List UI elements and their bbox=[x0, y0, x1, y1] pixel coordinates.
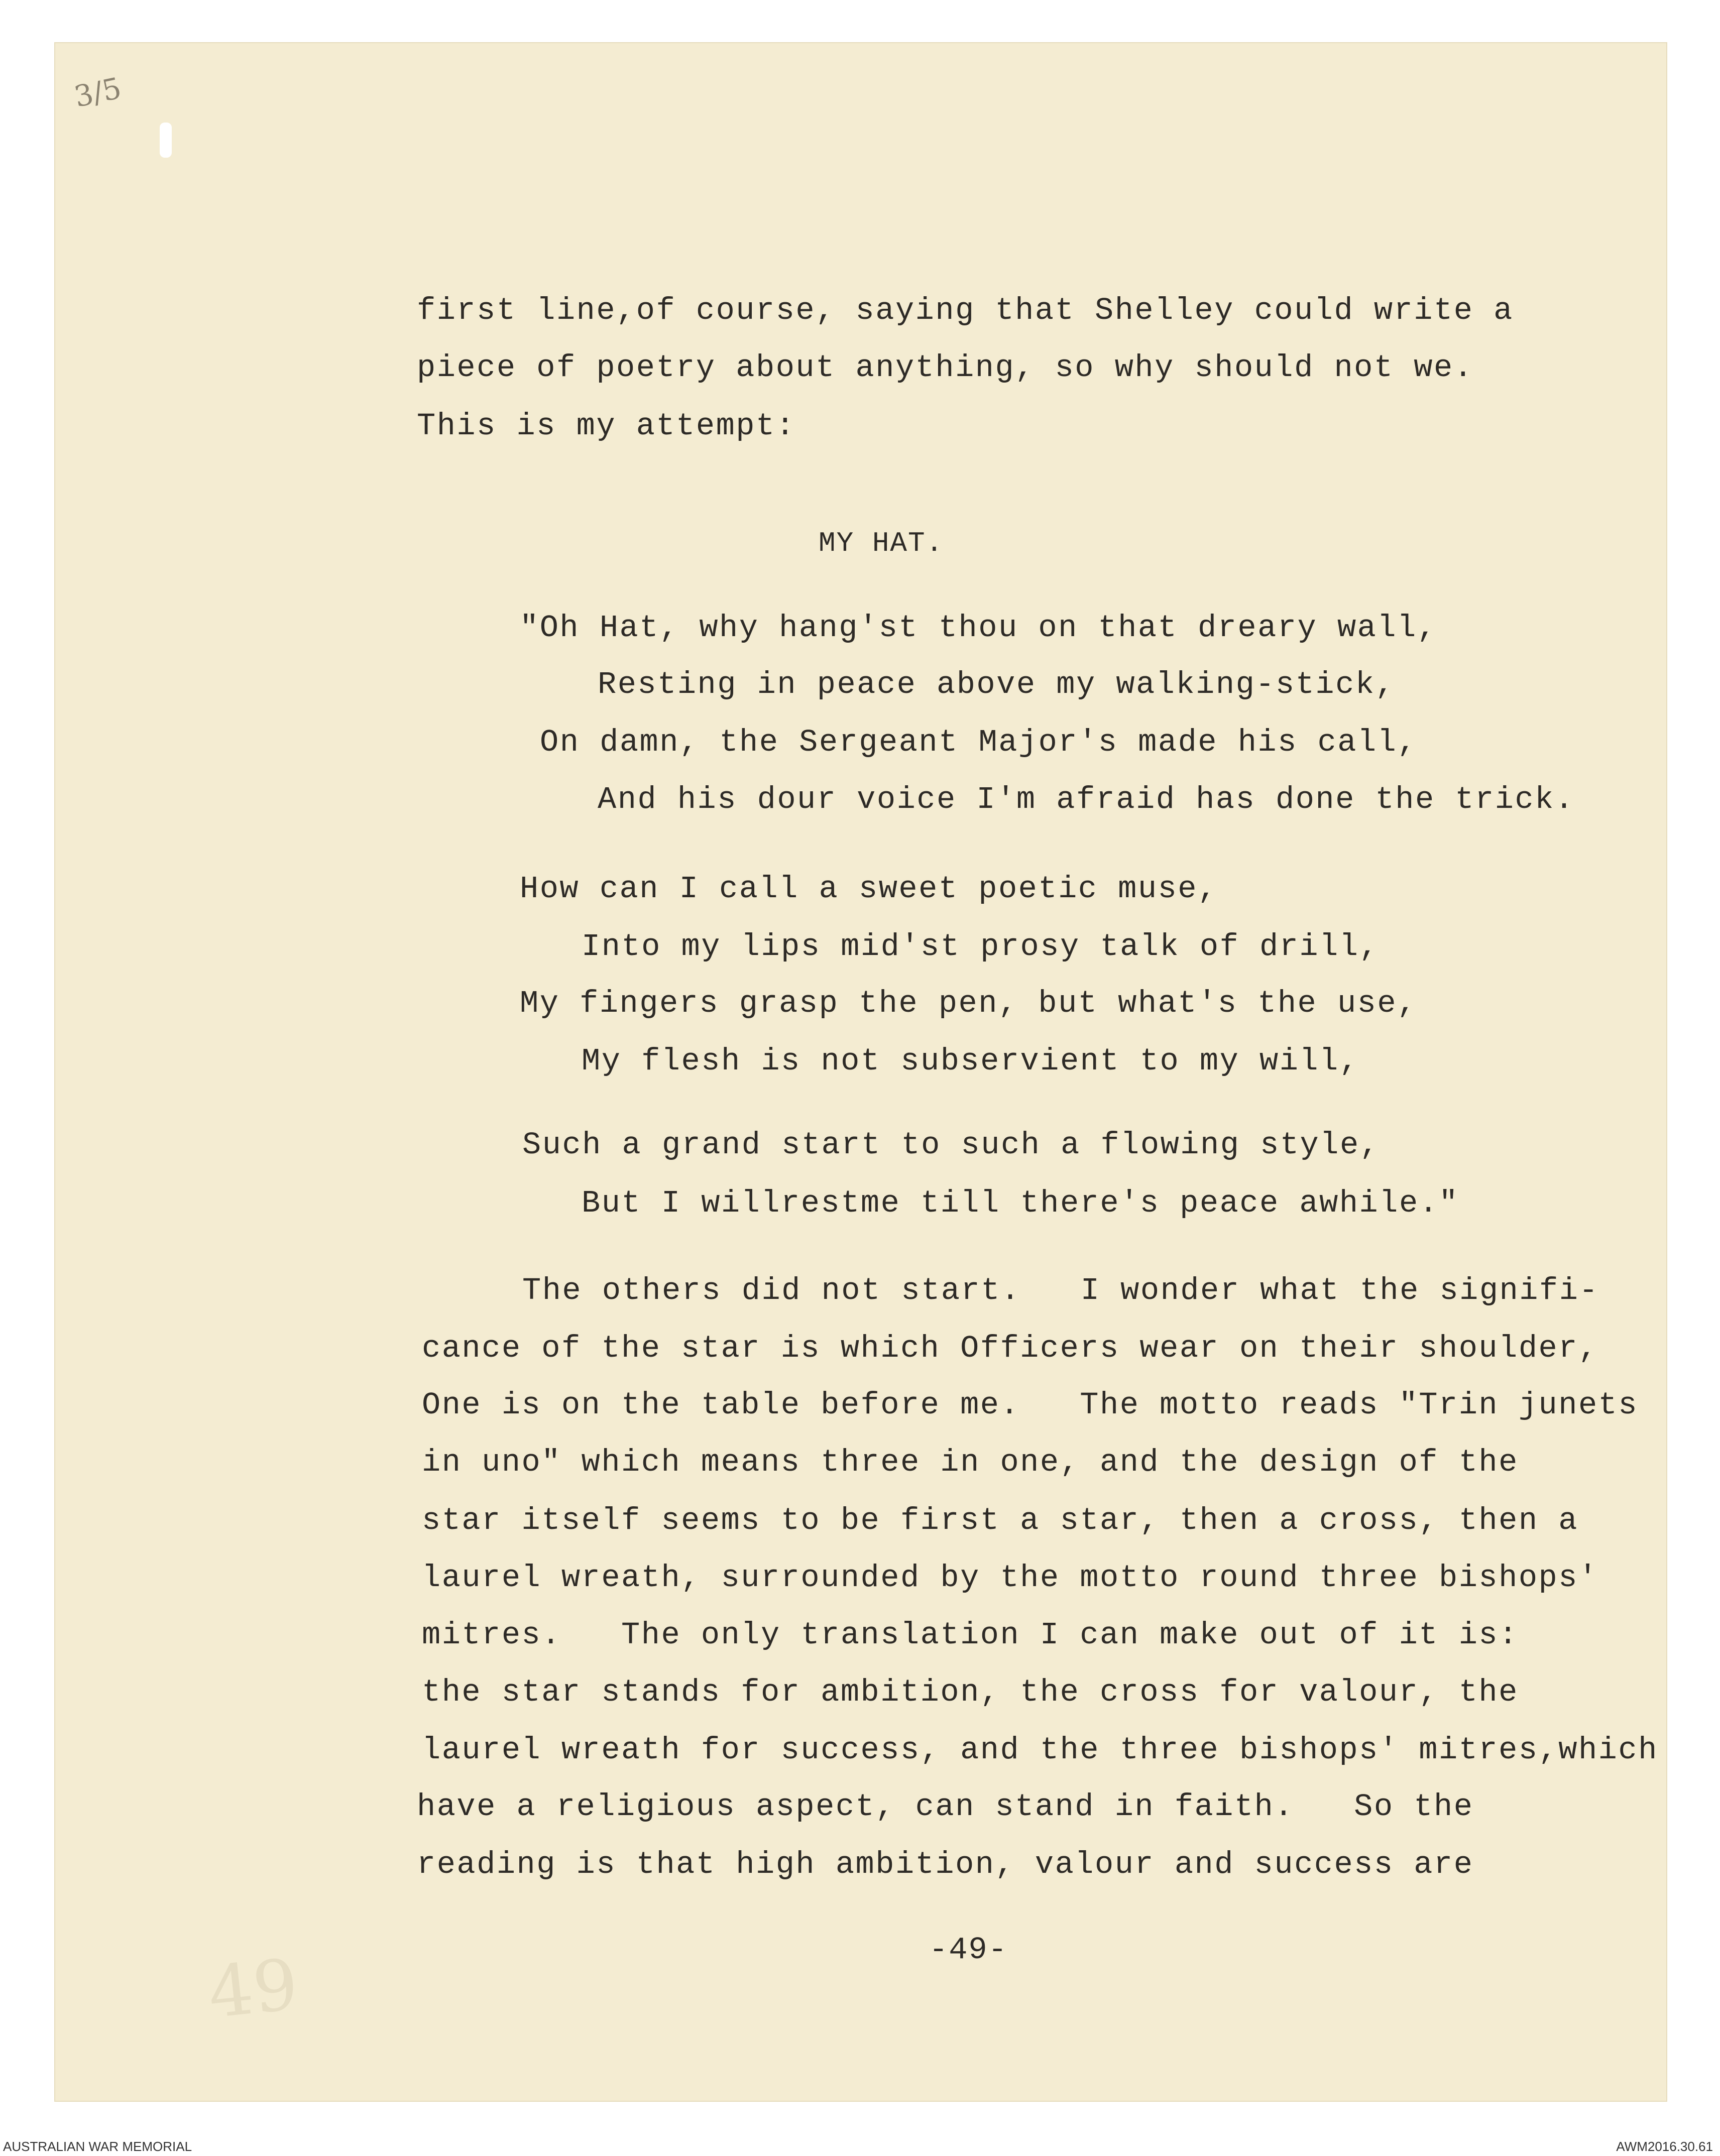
poem-line: Into my lips mid'st prosy talk of drill, bbox=[582, 929, 1380, 965]
poem-line: Such a grand start to such a flowing style, bbox=[522, 1127, 1380, 1163]
poem-title: MY HAT. bbox=[819, 527, 944, 559]
poem-line: And his dour voice I'm afraid has done the trick. bbox=[598, 782, 1575, 817]
poem-line: My fingers grasp the pen, but what's the use, bbox=[520, 986, 1417, 1021]
punch-hole bbox=[160, 123, 172, 158]
body-line: star itself seems to be first a star, then a cross, then a bbox=[422, 1503, 1578, 1538]
archive-credit: AUSTRALIAN WAR MEMORIAL bbox=[3, 2139, 192, 2154]
body-line: laurel wreath for success, and the three bishops' mitres,which bbox=[422, 1732, 1658, 1768]
archive-reference: AWM2016.30.61 bbox=[1616, 2139, 1713, 2154]
body-line: The others did not start. I wonder what the signifi- bbox=[522, 1273, 1599, 1308]
intro-line: This is my attempt: bbox=[417, 408, 796, 444]
pencil-note: 49 bbox=[204, 1944, 302, 2034]
poem-line: Resting in peace above my walking-stick, bbox=[598, 667, 1396, 702]
body-line: laurel wreath, surrounded by the motto round three bishops' bbox=[422, 1560, 1598, 1596]
poem-line: But I willrestme till there's peace awhile." bbox=[582, 1185, 1459, 1221]
intro-line: first line,of course, saying that Shelley could write a bbox=[417, 293, 1514, 328]
poem-line: How can I call a sweet poetic muse, bbox=[520, 871, 1218, 907]
body-line: One is on the table before me. The motto reads "Trin junets bbox=[422, 1387, 1639, 1423]
intro-line: piece of poetry about anything, so why should not we. bbox=[417, 350, 1474, 386]
poem-line: On damn, the Sergeant Major's made his call, bbox=[540, 725, 1418, 760]
body-line: the star stands for ambition, the cross for valour, the bbox=[422, 1674, 1519, 1710]
pencil-corner-mark: 3/5 bbox=[71, 71, 125, 114]
body-line: mitres. The only translation I can make out of it is: bbox=[422, 1617, 1519, 1653]
poem-line: "Oh Hat, why hang'st thou on that dreary wall, bbox=[520, 610, 1437, 646]
body-line: cance of the star is which Officers wear on their shoulder, bbox=[422, 1331, 1598, 1366]
body-line: have a religious aspect, can stand in faith. So the bbox=[417, 1789, 1474, 1825]
body-line: in uno" which means three in one, and the design of the bbox=[422, 1445, 1519, 1480]
poem-line: My flesh is not subservient to my will, bbox=[582, 1043, 1359, 1079]
body-line: reading is that high ambition, valour and success are bbox=[417, 1847, 1474, 1882]
page-number: -49- bbox=[929, 1932, 1008, 1968]
